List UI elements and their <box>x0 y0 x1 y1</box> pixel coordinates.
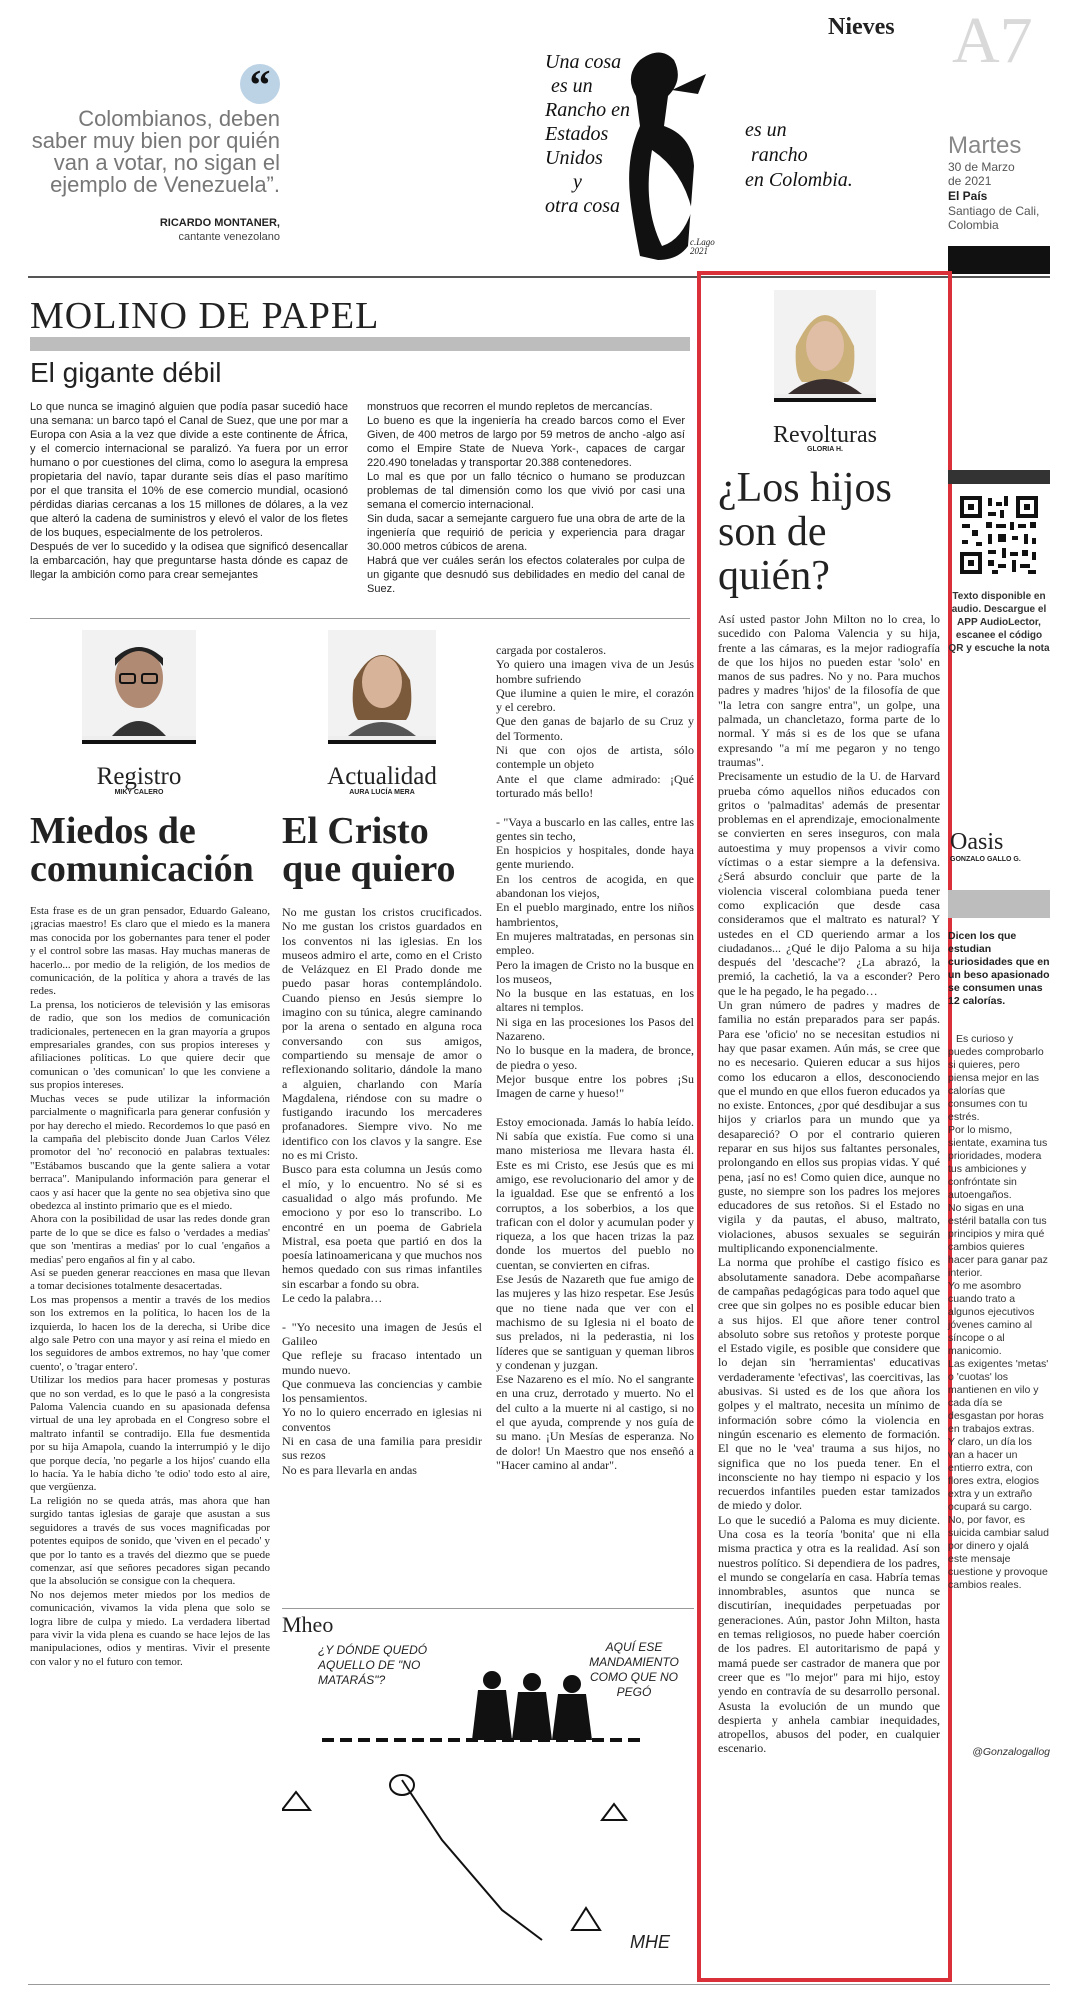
date-day: Martes <box>948 132 1022 159</box>
column-section-registro: Registro <box>96 763 182 790</box>
cartoon-bubble-left: ¿Y DÓNDE QUEDÓ AQUELLO DE "NO MATARÁS"? <box>318 1643 428 1687</box>
column-title-actualidad: El Cristo que quiero <box>282 810 456 890</box>
section-name: Nieves <box>828 14 895 40</box>
quote-mark-glyph: “ <box>249 63 271 109</box>
cartoon-left-line: y <box>573 171 582 193</box>
qr-code[interactable] <box>958 494 1040 576</box>
author-photo <box>774 290 876 402</box>
cartoon-right-text <box>745 118 885 193</box>
pull-quote: Colombianos, deben saber muy bien por quién van a votar, no sigan el ejemplo de Venezuela”. <box>31 106 280 197</box>
cartoon-right-line: rancho <box>751 144 808 166</box>
cartoon-left-line: es un <box>551 75 593 97</box>
column-section-oasis: Oasis <box>950 829 1004 855</box>
editorial-gray-bar <box>30 337 690 351</box>
author-photo <box>328 630 436 744</box>
cartoon-left-line: Unidos <box>545 147 603 169</box>
column-body-actualidad: No me gustan los cristos crucificados. No me gustan los cristos guardados en los conventos ni las iglesias. En los museos admiro el arte, como en el Cristo de Velázquez en El Prado donde me puedo pasar horas contemplándolo. Cuando pienso en Jesús siempre lo imagino con su túnica, alegre caminando por la arena o sentado en alguna roca conversando con sus amigos, compartiendo su mensaje de amor o reflexionando solitario, dándole la mano a alguien, charlando con María Magdalena, riéndose con su madre o fustigando iracundo los mercaderes profanadores. Siempre vivo. No me identifico con los clavos y la sangre. Ese no es mi Cristo. Busco para esta columna un Jesús como el mío, y lo encuentro. No sé si es casualidad o algo más profundo. Me emociono y por eso lo transcribo. Lo encontré en un poema de Gabriela Mistral, esa poeta que partió en dos la poesía latinoamericana y que muchos nos hemos quedado con sus rimas infantiles sin escarbar a fondo su obra. Le cedo la palabra… - "Yo necesito una imagen de Jesús el Galileo Que refleje su fracaso intentado un mundo nuevo. Que conmueva las conciencias y cambie los pensamientos. Yo no lo quiero encerrado en iglesias ni conventos Ni en casa de una familia para presidir sus rezos No es para llevarla en andas <box>282 905 482 1477</box>
footer-rule <box>28 1984 1050 1985</box>
body-text: Esta frase es de un gran pensador, Eduardo Galeano, ¡gracias maestro! Es claro que el miedo es la manera mas conocida por los gobernantes para tener el poder y el control sobre las masas. Hay muchas maneras de hacerlo... por medio de la religión, de los medios de comunicación, de la política y ahora a través de las redes. La prensa, los noticieros de televisión y las emisoras de radio, que son los medios de comunicación tradicionales, pertenecen en la gran mayoría a grupos empresariales grandes, con sus propios intereses y afiliaciones políticas. Lo que quiere decir que comunican o 'des comunican' lo que les conviene a sus propios intereses. Muchas veces se pude utilizar la información parcialmente o magnificarla para generar confusión y por hay derecho el miedo. Recordemos lo que pasó en la campaña del plebiscito donde Juan Carlos Vélez promotor del 'no' reconoció en palabras textuales: "Estábamos buscando que la gente saliera a votar berraca". Manipulando información para generar el caos y así hacer que la gente no sea objetiva sino que obedezca al instinto primario que es el miedo. Ahora con la posibilidad de usar las redes donde gran parte de lo que se dice es falso o 'verdades a medias' que son 'mentiras a medias' por lo cual 'engaños a medias' pero engaños al fin y al cabo. Así se pueden generar reacciones en masa que llevan a tomar decisiones totalmente desacertadas. Los mas propensos a mentir a través de los medios son los extremos en la política, lo hacen los de la izquierda, lo hacen los de la derecha, si Uribe dice algo sale Petro con una mayor y así reina el miedo en los seguidores de ambos extremos, no hay 'que comer cuento', o 'tragar entero'. Utilizar los medios para hacer promesas y posturas que no son verdad, es lo que le pasó a la congresista Paloma Valencia cuando en su apasionada defensa virtual de una ley aprobada en el Congreso sobre el maltrato infantil se contradijo. Ella fue desmentida por su hija Amapola, cuando la interrumpió y le dijo que porque decía, 'no pegarle a los hijos' cuando ella lo hacía. Ya le había dicho 'te odio' todo esto al aire, que vergüenza. La religión no se queda atrás, mas ahora que han surgido tantas iglesias de garaje que asustan a sus seguidores a través de sus voces magnificadas por potentes equipos de sonido, que 'viven en el pecado' y que por lo tanto es a través del diezmo que se puede comenzar, así que señores pecadores sigan pecando que la absolución se consigue con la chequera. No nos dejemos meter miedos por los medios de comunicación, vivamos la vida plena que solo se logra libre de culpa y miedo. La verdadera libertad para vivir la vida plena es cuando se hace lejos de las manipulaciones, odios y mentiras. Vivir el presente con valor y no el futuro con temor. <box>30 905 270 1668</box>
author-photo <box>82 630 196 744</box>
column-author-actualidad: AURA LUCÍA MERA <box>349 789 415 796</box>
oasis-gray-bar <box>948 890 1050 918</box>
column-title-revolturas: ¿Los hijos son de quién? <box>718 465 892 599</box>
column-title-registro: Miedos de comunicación <box>30 810 254 890</box>
city: Santiago de Cali, Colombia <box>948 204 1040 232</box>
header-black-bar <box>948 246 1050 274</box>
quote-role: cantante venezolano <box>178 231 280 243</box>
column-section-actualidad: Actualidad <box>327 763 437 790</box>
quote-author: RICARDO MONTANER, <box>159 217 280 229</box>
cartoon-left-text <box>545 50 665 218</box>
editorial-title: El gigante débil <box>30 357 222 388</box>
audio-note: Texto disponible en audio. Descargue el APP AudioLector, escanee el código QR y escuche la nota <box>948 591 1050 654</box>
cartoon-bubble-right: AQUÍ ESE MANDAMIENTO COMO QUE NO PEGÓ <box>589 1640 679 1699</box>
column-section-revolturas: Revolturas <box>773 422 877 448</box>
oasis-body: Es curioso y puedes comprobarlo si quieres, pero piensa mejor en las calorías que consumes con tu estrés. Por lo mismo, sientate, examina tus prioridades, modera tus ambiciones y confróntate sin autoengaños. No sigas en una estéril batalla con tus principios y mira qué cambios quieres hacer para ganar paz interior. Yo me asombro cuando trato a algunos ejecutivos jóvenes camino al síncope o al manicomio. Las exigentes 'metas' o 'cuotas' los mantienen en vilo y cada día se desgastan por horas en trabajos extras. Y claro, un día los van a hacer un entierro extra, con flores extra, elogios extra y un extraño ocupará su cargo. No, por favor, es suicida cambiar salud por dinero y ojalá este mensaje cuestione y provoque cambios reales. <box>948 1033 1049 1591</box>
column-author-revolturas: GLORIA H. <box>807 446 843 453</box>
column-body-actualidad-cont: cargada por costaleros. Yo quiero una imagen viva de un Jesús hombre sufriendo Que ilumine a quien le mire, el corazón y el cerebro. Que den ganas de bajarlo de su Cruz y del Tormento. Ni que con ojos de artista, sólo contemple un objeto Ante el que clame admirado: ¡Qué torturado más bello! - "Vaya a buscarlo en las calles, entre las gentes sin techo, En hospicios y hospitales, donde haya gente muriendo. En los centros de acogida, en que abandonan los viejos, En el pueblo marginado, entre los niños hambrientos, En mujeres maltratadas, en personas sin empleo. Pero la imagen de Cristo no la busque en los museos, No la busque en las estatuas, en los altares ni templos. Ni siga en las procesiones los Pasos del Nazareno. No lo busque en la madera, de bronce, de piedra o yeso. Mejor busque entre los pobres ¡Su Imagen de carne y hueso!" Estoy emocionada. Jamás lo había leído. Ni sabía que existía. Fue como si una mano misteriosa me llevara hasta él. Este es mi Cristo, ese Jesús que es mi amigo, ese revolucionario del amor y de la igualdad. Ese que se enfrentó a los corruptos, a los soberbios, a los que trafican con el dolor y acumulan poder y riqueza, a los que hacen trizas la paz donde los muertos del pueblo no cuentan, se convierten en cifras. Ese Jesús de Nazareth que fue amigo de las mujeres y las hizo respetar. Ese Jesús que no tiene nada que ver con el machismo de su Iglesia ni el boato de sus prelados, ni la pederastia, ni los líderes que se santiguan y queman libros y condenan y juzgan. Ese Nazareno es el mío. No el sangrante en una cruz, derrotado y muerto. No el del culto a la muerte ni al castigo, si no el que ayuda, comprende y nos guía de su mano. ¡Un Mesías de esperanza. No de dolor! Un Maestro que nos enseñó a "Hacer camino al andar". <box>496 643 694 1472</box>
cartoon-left-line: otra cosa <box>545 195 620 217</box>
cartoon-top-rule <box>282 1608 694 1609</box>
cartoon-left-line: Estados <box>545 123 609 145</box>
date-full: 30 de Marzo de 2021 <box>948 160 1015 188</box>
editorial-col-1: Lo que nunca se imaginó alguien que podía pasar sucedió hace una semana: un barco tapó el Canal de Suez, que une por mar a Europa con Asia a la vez que divide a este continente de África, y el comercio internacional se paralizó. Ya fuera por un error humano o por cuestiones del clima, como lo asegura la empresa propietaria del navío, tapar durante seis días el paso marítimo por el que transita el 10% de ese comercio mundial, ocasionó pérdidas diarias cercanas a los 15 millones de dólares, a la vez que alteró la cadena de suministros y elevó el valor de los fletes de los buques, especialmente de los petroleros. Después de ver lo sucedido y la odisea que significó desencallar la embarcación, hay que preguntarse hasta dónde es capaz de llegar la ambición como para crear semejantes <box>30 401 348 581</box>
cartoon-signature: MHE <box>630 1932 670 1952</box>
editorial-masthead: MOLINO DE PAPEL <box>30 295 380 337</box>
editorial-rule <box>30 618 690 619</box>
editorial-col-2: monstruos que recorren el mundo repletos de mercancías. Lo bueno es que la ingeniería ha creado barcos como el Ever Given, de 400 metros de largo por 59 metros de ancho -algo así como el Empire State de Nueva York-, capaces de cargar 220.490 toneladas y transportar 20.388 contenedores. Lo mal es que por un fallo técnico o humano se produzcan problemas de tal dimensión como los que vivió por casi una semana el comercio internacional. Sin duda, sacar a semejante carguero fue una obra de arte de la ingeniería que requirió de pericia y experiencia para dragar 30.000 metros cúbicos de arena. Habrá que ver cuáles serán los efectos colaterales por culpa de un gigante que desnudó sus debilidades en medio del canal de Suez. <box>367 401 685 595</box>
cartoon-right-line: en Colombia. <box>745 169 853 191</box>
page-number: A7 <box>952 4 1033 77</box>
oasis-handle[interactable]: @Gonzalogallog <box>972 1746 1050 1758</box>
cartoon-left-line: Una cosa <box>545 51 622 73</box>
column-body-revolturas: Así usted pastor John Milton no lo crea, lo sucedido con Paloma Valencia y su hija, frente a las cámaras, es la mejor radiografía de que los hijos no pueden estar 'solo' en manos de sus padres. No y no. Para muchos padres y madres 'hijos' de la filosofía de que "la letra con sangre entra", un golpe, una palmada, un chancletazo, forma parte de lo normal. Y más si es de los que se ufana expresando "a mí me pegaron y no tengo traumas". Precisamente un estudio de la U. de Harvard prueba cómo aquellos niños educados con gritos o 'palmaditas' además de presentar problemas en el aprendizaje, emocionalmente se convierten en seres inseguros, con mala autoestima y muy propensos a vivir como víctimas o a estar siempre a la defensiva. ¿Será absurdo concluir que parte de la violencia visceral colombiana pueda tener como explicación que desde casa consideramos que el maltrato es natural? Y ustedes en el CD queriendo armar a los ciudadanos... ¿Qué le dijo Paloma a su hija después del 'descache'? ¿La abrazó, la premió, la cachetió, la va a esconder? Pero que le ha pegado, le ha pegado… Un gran número de padres y madres de familia no están preparados para ser papás. Para ese 'oficio' no se necesitan estudios ni hay que pasar examen. Aún más, se cree que no es necesario. Quieren educar a sus hijos como los educaron a ellos, desconociendo que el mundo en que ellos fueron educados ya no existe. Entonces, ¿por qué desdibujar a sus hijos y criarlos para un mundo que ya desapareció? O por el contrario quieren reparar en sus hijos sus faltantes personales, prolongando en ellos sus propias vidas. Y qué pena, ¡así no es! Como quien dice, aunque no guste, no siempre son los padres los mejores educadores de sus retoños. Si el Estado no vigila y da pautas, el abuso, maltrato, violaciones, abusos sexuales se seguirán multiplicando exponencialmente. La norma que prohíbe el castigo físico es absolutamente sanadora. Debe acompañarse de campañas pedagógicas para todo aquel que cree que sin golpes no es posible educar bien a sus hijos. El que añore tener control absoluto sobre sus retoños y proteste porque el Estado vigile, es posible que considere que lo dejan sin 'herramientas' educativas verdaderamente 'efectivas', las coercitivas, las abusivas. Si usted es de los que añora los golpes y el maltrato, necesita un mínimo de información sobre cómo la violencia en ningún escenario es elemento de formación. El que no le 'vea' trauma a sus hijos, no significa que no los pueda tener. En el inconsciente no hay tiempo ni espacio y los recuerdos infantiles pueden estar tamizados de miedo y dolor. Lo que le sucedió a Paloma es muy diciente. Una cosa es la teoría 'bonita' que ni ella misma practica y otra es la realidad. Así son nuestros político. Si dependiera de los padres, el mundo se congelaría en casa. Habría temas innombrables, asuntos que nunca se discutirían, inequidades perpetuadas por generaciones. Aún, pastor John Milton, hasta en temas religiosos, no puede haber coerción de los padres. El autoritarismo de papá y mamá puede ser castrador de manera que por creer que es "lo mejor" para mi hijo, estoy yendo en contravía de su desarrollo personal. Asusta la evolución de un mundo que despierta y anhela cambiar inequidades, atropellos, abusos del poder, en cualquier escenario. <box>718 612 940 1756</box>
sidebar-black-bar <box>948 470 1050 484</box>
oasis-lead: Dicen los que estudian curiosidades que en un beso apasionado se consumen unas 12 calorías. <box>948 930 1050 1007</box>
cartoon-right-line: es un <box>745 119 787 141</box>
cartoon-signature: c.Lago 2021 <box>690 237 715 256</box>
column-author-registro: MIKY CALERO <box>114 789 164 796</box>
cartoon-title: Mheo <box>282 1612 334 1637</box>
column-author-oasis: GONZALO GALLO G. <box>950 856 1021 863</box>
cartoon-left-line: Rancho en <box>545 99 630 121</box>
paper-name: El País <box>948 189 988 203</box>
column-body-registro <box>30 905 270 1669</box>
